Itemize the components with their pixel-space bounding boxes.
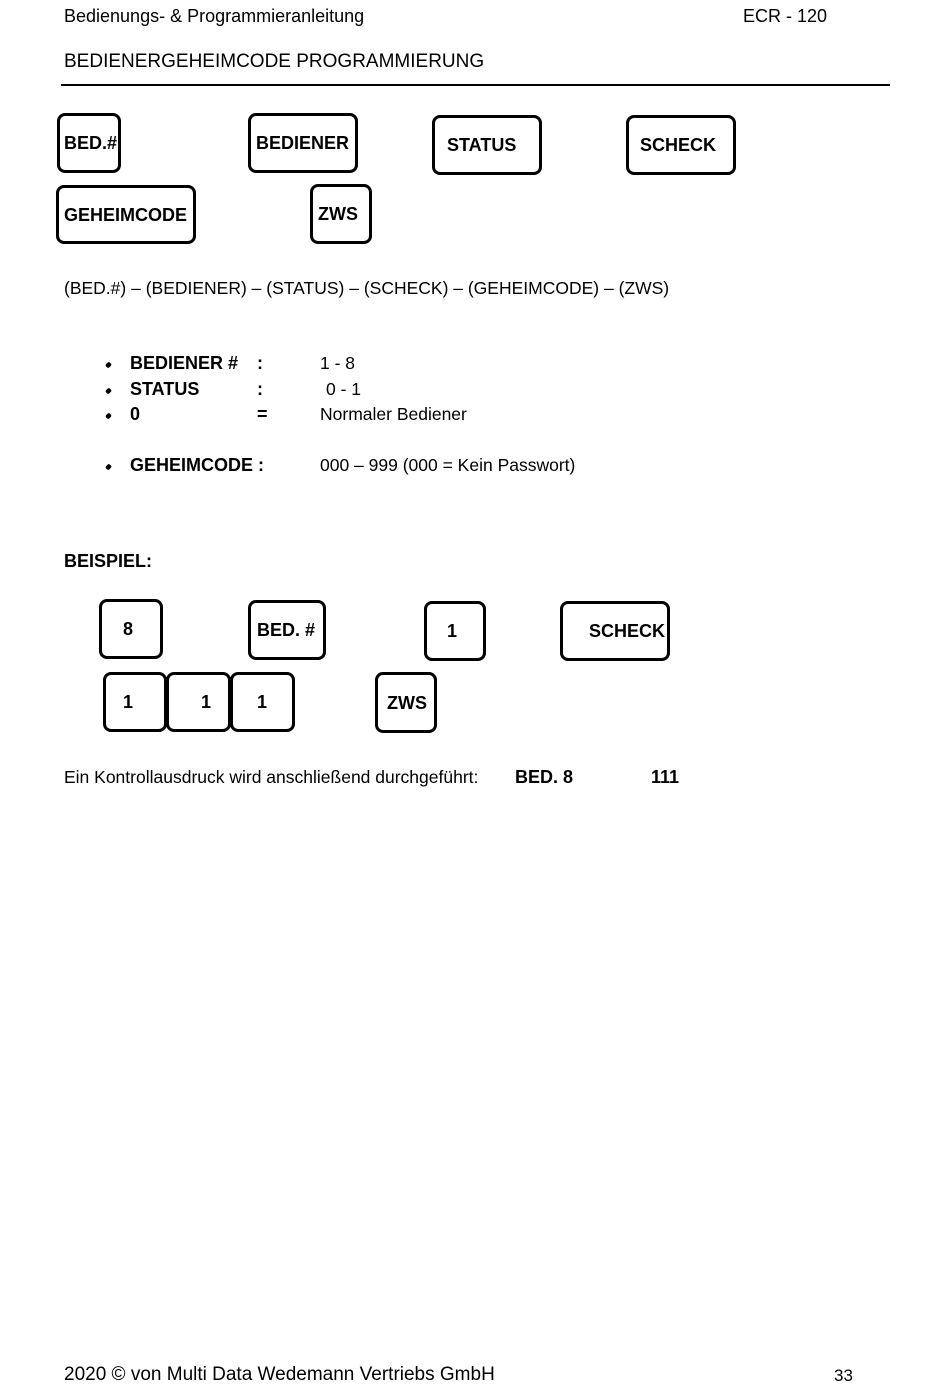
key-label: 1 — [447, 621, 458, 641]
printout-operator: BED. 8 — [515, 767, 574, 787]
bullet-icon — [104, 454, 112, 476]
footer-copyright: 2020 © von Multi Data Wedemann Vertriebs GmbH — [64, 1364, 495, 1385]
model-name: ECR - 120 — [743, 6, 828, 26]
key-label: 1 — [201, 692, 212, 712]
key-geheimcode — [56, 185, 196, 244]
key-bed-number — [57, 113, 121, 173]
parameter-label: STATUS — [130, 379, 200, 399]
key-label: ZWS — [318, 204, 358, 224]
example-key-1 — [424, 601, 486, 661]
key-label: SCHECK — [589, 621, 666, 641]
parameter-item — [0, 378, 950, 400]
section-title: BEDIENERGEHEIMCODE PROGRAMMIERUNG — [64, 51, 485, 72]
bullet-icon — [104, 403, 112, 425]
example-key-1 — [166, 672, 231, 732]
parameter-separator: : — [257, 353, 263, 373]
bullet-icon — [104, 352, 112, 374]
key-label: BED. # — [257, 620, 316, 640]
key-zws — [310, 184, 372, 244]
parameter-value: 0 - 1 — [326, 379, 362, 399]
example-key-bed-number — [248, 600, 326, 660]
key-label: BEDIENER — [256, 133, 350, 153]
parameter-label: BEDIENER # — [130, 353, 239, 373]
parameter-item — [0, 403, 950, 425]
key-label: STATUS — [447, 135, 517, 155]
page-number: 33 — [834, 1366, 853, 1385]
key-bediener — [248, 113, 358, 173]
example-key-8 — [99, 599, 163, 659]
example-key-1 — [230, 672, 295, 732]
printout-code: 111 — [651, 767, 680, 787]
key-scheck — [626, 115, 736, 175]
example-key-1 — [103, 672, 167, 732]
parameter-value: 000 – 999 (000 = Kein Passwort) — [320, 455, 576, 475]
parameter-label: GEHEIMCODE : — [130, 455, 265, 475]
parameter-item — [0, 454, 950, 476]
key-label: 8 — [123, 619, 134, 639]
key-label: 1 — [123, 692, 134, 712]
title-rule — [61, 84, 890, 86]
key-label: SCHECK — [640, 135, 717, 155]
sequence-text: (BED.#) – (BEDIENER) – (STATUS) – (SCHECK) – (GEHEIMCODE) – (ZWS) — [64, 278, 670, 298]
key-label: BED.# — [64, 133, 118, 153]
parameter-separator: = — [257, 404, 268, 424]
key-label: ZWS — [387, 692, 427, 713]
key-label: GEHEIMCODE — [64, 204, 188, 225]
example-key-scheck — [560, 601, 670, 661]
parameter-value: Normaler Bediener — [320, 404, 467, 424]
printout-text: Ein Kontrollausdruck wird anschließend durchgeführt: — [64, 767, 479, 787]
manual-title: Bedienungs- & Programmieranleitung — [64, 6, 365, 26]
key-status — [432, 115, 542, 175]
key-label: 1 — [257, 692, 268, 712]
bullet-icon — [104, 378, 112, 400]
parameter-separator: : — [257, 379, 263, 399]
parameter-item — [0, 352, 950, 374]
example-key-zws — [375, 672, 437, 733]
parameter-value: 1 - 8 — [320, 353, 356, 373]
parameter-label: 0 — [130, 404, 141, 424]
example-heading: BEISPIEL: — [64, 551, 153, 571]
